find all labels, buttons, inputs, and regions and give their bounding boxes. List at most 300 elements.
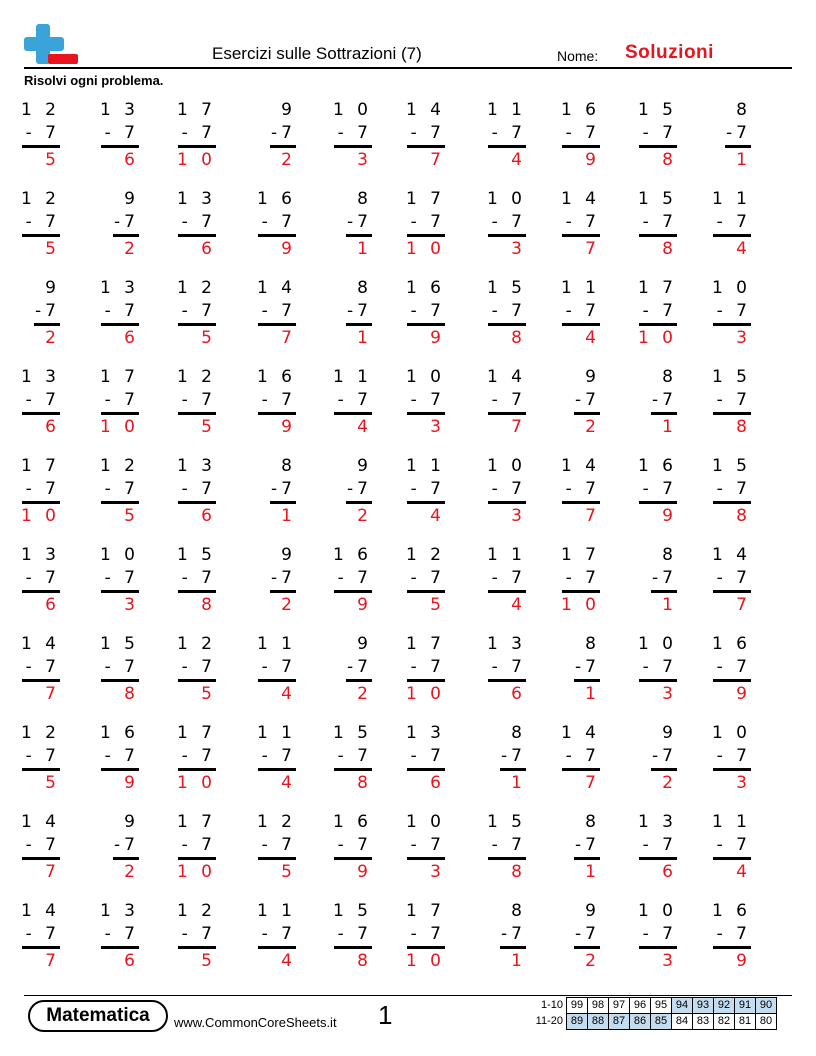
answer: 5 [201, 684, 216, 704]
problem [236, 634, 296, 714]
answer-line [346, 501, 372, 504]
minuend: 1 3 [20, 367, 60, 387]
minuend: 1 1 [711, 189, 751, 209]
subtrahend: - 7 [642, 835, 677, 855]
minuend: 1 7 [176, 100, 216, 120]
answer: 8 [662, 150, 677, 170]
subtrahend: - 7 [25, 568, 60, 588]
answer-line [500, 946, 526, 949]
subtrahend: -7 [501, 924, 526, 944]
answer: 1 0 [405, 684, 445, 704]
minuend: 1 3 [99, 901, 139, 921]
minuend: 1 4 [560, 189, 600, 209]
minuend: 1 0 [486, 189, 526, 209]
answer-line [407, 145, 445, 148]
minuend: 1 2 [405, 545, 445, 565]
problem [617, 901, 677, 981]
answer: 8 [511, 328, 526, 348]
subtrahend: - 7 [181, 924, 216, 944]
subtrahend: -7 [271, 568, 296, 588]
answer-line [101, 501, 139, 504]
minuend: 1 3 [99, 278, 139, 298]
problem [236, 901, 296, 981]
answer: 2 [585, 417, 600, 437]
minuend: 1 7 [176, 812, 216, 832]
minuend: 8 [585, 812, 600, 832]
subtrahend: - 7 [104, 123, 139, 143]
minuend: 1 7 [405, 901, 445, 921]
minuend: 1 5 [332, 901, 372, 921]
answer-line [725, 145, 751, 148]
answer: 4 [430, 506, 445, 526]
minuend: 1 4 [20, 634, 60, 654]
problem [0, 100, 60, 180]
score-cell: 85 [651, 1014, 672, 1030]
minuend: 9 [585, 367, 600, 387]
problem [156, 545, 216, 625]
subtrahend: -7 [347, 212, 372, 232]
subtrahend: - 7 [491, 835, 526, 855]
subtrahend: - 7 [642, 924, 677, 944]
problem [79, 367, 139, 447]
answer-line [334, 590, 372, 593]
answer: 7 [45, 951, 60, 971]
answer-line [562, 323, 600, 326]
answer: 7 [281, 328, 296, 348]
problem [466, 367, 526, 447]
minuend: 1 1 [332, 367, 372, 387]
answer-line [407, 768, 445, 771]
answer: 2 [281, 150, 296, 170]
score-cell: 90 [756, 998, 777, 1014]
subtrahend: - 7 [642, 657, 677, 677]
answer: 9 [357, 595, 372, 615]
answer-line [488, 323, 526, 326]
problem [617, 545, 677, 625]
answer-line [488, 679, 526, 682]
problem [0, 189, 60, 269]
answer: 3 [511, 506, 526, 526]
answer-line [258, 946, 296, 949]
answer: 7 [511, 417, 526, 437]
subtrahend: - 7 [25, 479, 60, 499]
problem [156, 634, 216, 714]
answer: 3 [662, 951, 677, 971]
score-cell: 89 [567, 1014, 588, 1030]
problem [617, 278, 677, 358]
minuend: 1 3 [405, 723, 445, 743]
minuend: 1 6 [405, 278, 445, 298]
subtrahend: - 7 [642, 212, 677, 232]
minuend: 1 4 [486, 367, 526, 387]
answer-line [488, 857, 526, 860]
subtrahend: -7 [726, 123, 751, 143]
answer: 5 [201, 417, 216, 437]
subtrahend: - 7 [410, 924, 445, 944]
problem [79, 100, 139, 180]
subtrahend: - 7 [25, 123, 60, 143]
subtrahend: - 7 [181, 568, 216, 588]
minuend: 8 [511, 901, 526, 921]
score-cell: 82 [714, 1014, 735, 1030]
page-number: 1 [378, 1000, 393, 1030]
minuend: 1 6 [256, 367, 296, 387]
answer-line [178, 501, 216, 504]
minuend: 8 [281, 456, 296, 476]
subtrahend: -7 [114, 835, 139, 855]
subtrahend: - 7 [565, 746, 600, 766]
problem [312, 634, 372, 714]
minuend: 1 1 [405, 456, 445, 476]
minuend: 1 7 [99, 367, 139, 387]
answer: 1 0 [637, 328, 677, 348]
answer: 4 [511, 150, 526, 170]
minuend: 9 [357, 456, 372, 476]
problem [0, 723, 60, 803]
answer-line [407, 946, 445, 949]
answer-line [101, 946, 139, 949]
subtrahend: - 7 [642, 479, 677, 499]
answer-line [488, 590, 526, 593]
problem [79, 723, 139, 803]
answer-line [258, 412, 296, 415]
answer-line [574, 946, 600, 949]
problem [156, 812, 216, 892]
answer-line [488, 501, 526, 504]
problem [540, 100, 600, 180]
answer: 9 [124, 773, 139, 793]
problem [540, 278, 600, 358]
minuend: 1 1 [486, 100, 526, 120]
subtrahend: - 7 [181, 835, 216, 855]
problem [312, 100, 372, 180]
answer-line [178, 857, 216, 860]
answer-line [101, 679, 139, 682]
answer: 3 [357, 150, 372, 170]
minuend: 9 [281, 545, 296, 565]
problem [385, 189, 445, 269]
answer: 8 [124, 684, 139, 704]
problem [0, 545, 60, 625]
answer-line [407, 501, 445, 504]
answer: 3 [511, 239, 526, 259]
problem [466, 278, 526, 358]
answer: 8 [736, 417, 751, 437]
problem [691, 100, 751, 180]
minuend: 1 0 [405, 812, 445, 832]
answer-line [258, 234, 296, 237]
answer-line [334, 857, 372, 860]
answer-line [178, 145, 216, 148]
minuend: 1 3 [99, 100, 139, 120]
answer: 7 [45, 862, 60, 882]
minuend: 8 [511, 723, 526, 743]
problem [385, 545, 445, 625]
problem [312, 901, 372, 981]
problem [540, 723, 600, 803]
minuend: 1 2 [256, 812, 296, 832]
problem [0, 456, 60, 536]
answer: 2 [45, 328, 60, 348]
score-cell: 92 [714, 998, 735, 1014]
answer: 1 0 [405, 239, 445, 259]
score-cell: 84 [672, 1014, 693, 1030]
answer-line [113, 234, 139, 237]
answer-line [713, 857, 751, 860]
problem [466, 812, 526, 892]
subtrahend: - 7 [565, 123, 600, 143]
minuend: 1 0 [486, 456, 526, 476]
subtrahend: - 7 [337, 568, 372, 588]
subtrahend: - 7 [181, 212, 216, 232]
answer: 1 0 [405, 951, 445, 971]
answer-line [574, 679, 600, 682]
minuend: 1 4 [20, 901, 60, 921]
footer-divider [24, 995, 792, 996]
answer-line [346, 234, 372, 237]
subtrahend: - 7 [716, 390, 751, 410]
answer-line [639, 323, 677, 326]
answer-line [101, 145, 139, 148]
subtrahend: - 7 [337, 924, 372, 944]
answer: 1 [662, 595, 677, 615]
problem [540, 545, 600, 625]
answer: 8 [511, 862, 526, 882]
score-cell: 83 [693, 1014, 714, 1030]
subtrahend: - 7 [104, 924, 139, 944]
minuend: 1 4 [560, 456, 600, 476]
problem [540, 901, 600, 981]
subtrahend: - 7 [181, 390, 216, 410]
score-cell: 96 [630, 998, 651, 1014]
minuend: 8 [357, 278, 372, 298]
minuend: 1 2 [99, 456, 139, 476]
answer-line [562, 590, 600, 593]
answer: 8 [201, 595, 216, 615]
answer-line [346, 679, 372, 682]
score-cell: 91 [735, 998, 756, 1014]
subtrahend: - 7 [491, 390, 526, 410]
problem [540, 189, 600, 269]
answer-line [713, 412, 751, 415]
subtrahend: - 7 [337, 746, 372, 766]
answer: 4 [511, 595, 526, 615]
score-cell: 80 [756, 1014, 777, 1030]
problem [312, 189, 372, 269]
minuend: 1 1 [256, 723, 296, 743]
name-value[interactable]: Soluzioni [625, 42, 714, 63]
minuend: 1 2 [20, 100, 60, 120]
subtrahend: - 7 [410, 212, 445, 232]
problem [236, 812, 296, 892]
minuend: 1 5 [486, 812, 526, 832]
brand-badge: Matematica [28, 1000, 168, 1032]
problem [691, 634, 751, 714]
answer: 6 [124, 951, 139, 971]
problem [385, 278, 445, 358]
answer-line [178, 590, 216, 593]
minuend: 1 0 [637, 634, 677, 654]
minuend: 1 2 [176, 278, 216, 298]
answer-line [639, 145, 677, 148]
minuend: 1 5 [711, 456, 751, 476]
answer: 2 [662, 773, 677, 793]
problem [617, 723, 677, 803]
answer: 1 [511, 951, 526, 971]
answer-line [258, 679, 296, 682]
minuend: 1 6 [332, 812, 372, 832]
subtrahend: - 7 [25, 390, 60, 410]
subtrahend: - 7 [716, 568, 751, 588]
subtrahend: - 7 [565, 301, 600, 321]
subtrahend: -7 [575, 390, 600, 410]
answer-line [488, 412, 526, 415]
answer-line [270, 590, 296, 593]
subtrahend: - 7 [716, 657, 751, 677]
score-cell: 93 [693, 998, 714, 1014]
answer-line [407, 412, 445, 415]
problem [691, 901, 751, 981]
answer-line [270, 145, 296, 148]
answer: 7 [736, 595, 751, 615]
minuend: 1 5 [332, 723, 372, 743]
answer-line [407, 234, 445, 237]
answer: 3 [430, 417, 445, 437]
answer: 9 [357, 862, 372, 882]
answer-line [334, 145, 372, 148]
minuend: 1 4 [256, 278, 296, 298]
problem [156, 367, 216, 447]
answer-line [258, 768, 296, 771]
problem [385, 367, 445, 447]
subtrahend: - 7 [261, 657, 296, 677]
answer: 5 [430, 595, 445, 615]
minuend: 1 5 [99, 634, 139, 654]
subtrahend: - 7 [716, 212, 751, 232]
answer-line [22, 590, 60, 593]
subtrahend: - 7 [261, 390, 296, 410]
answer-line [488, 145, 526, 148]
problem [466, 545, 526, 625]
answer: 6 [124, 150, 139, 170]
minuend: 1 3 [176, 456, 216, 476]
problem [691, 723, 751, 803]
problem [79, 456, 139, 536]
answer: 1 0 [560, 595, 600, 615]
answer-line [713, 768, 751, 771]
minuend: 8 [357, 189, 372, 209]
answer: 7 [585, 506, 600, 526]
site-url[interactable]: www.CommonCoreSheets.it [174, 1015, 337, 1030]
answer: 1 0 [20, 506, 60, 526]
answer-line [639, 946, 677, 949]
subtrahend: -7 [501, 746, 526, 766]
answer: 1 [736, 150, 751, 170]
score-cell: 87 [609, 1014, 630, 1030]
minuend: 1 6 [637, 456, 677, 476]
answer-line [334, 946, 372, 949]
subtrahend: - 7 [565, 479, 600, 499]
minuend: 1 5 [637, 189, 677, 209]
subtrahend: - 7 [261, 924, 296, 944]
problem [236, 367, 296, 447]
answer: 3 [430, 862, 445, 882]
answer: 3 [736, 328, 751, 348]
problem [312, 456, 372, 536]
answer: 8 [662, 239, 677, 259]
answer: 5 [45, 150, 60, 170]
answer-line [178, 412, 216, 415]
minuend: 1 6 [332, 545, 372, 565]
problem [466, 189, 526, 269]
subtrahend: - 7 [491, 479, 526, 499]
subtrahend: - 7 [410, 390, 445, 410]
minuend: 1 2 [20, 723, 60, 743]
minuend: 1 2 [176, 901, 216, 921]
answer-line [651, 768, 677, 771]
subtrahend: - 7 [565, 212, 600, 232]
answer-line [407, 323, 445, 326]
answer: 2 [281, 595, 296, 615]
minuend: 1 5 [711, 367, 751, 387]
subtrahend: - 7 [25, 835, 60, 855]
answer: 4 [281, 684, 296, 704]
answer-line [22, 946, 60, 949]
minuend: 1 0 [711, 278, 751, 298]
problem [236, 100, 296, 180]
problem [691, 278, 751, 358]
problem [617, 634, 677, 714]
answer-line [22, 857, 60, 860]
minuend: 1 4 [405, 100, 445, 120]
problem [540, 367, 600, 447]
problem [156, 189, 216, 269]
answer: 1 [357, 328, 372, 348]
subtrahend: -7 [575, 835, 600, 855]
problem [312, 545, 372, 625]
minuend: 1 7 [20, 456, 60, 476]
minuend: 1 6 [560, 100, 600, 120]
minuend: 1 7 [176, 723, 216, 743]
subtrahend: - 7 [181, 479, 216, 499]
answer-line [258, 857, 296, 860]
problem [0, 634, 60, 714]
subtrahend: -7 [652, 746, 677, 766]
minuend: 8 [662, 545, 677, 565]
problem [0, 901, 60, 981]
answer-line [562, 768, 600, 771]
answer: 5 [45, 239, 60, 259]
subtrahend: - 7 [25, 212, 60, 232]
answer: 4 [585, 328, 600, 348]
answer: 7 [585, 239, 600, 259]
answer-line [101, 768, 139, 771]
answer: 5 [45, 773, 60, 793]
problem [691, 367, 751, 447]
problem [79, 901, 139, 981]
problem [312, 723, 372, 803]
answer: 4 [357, 417, 372, 437]
score-row [527, 1014, 777, 1030]
score-cell: 81 [735, 1014, 756, 1030]
answer-line [113, 857, 139, 860]
score-cell: 99 [567, 998, 588, 1014]
answer: 5 [201, 328, 216, 348]
subtrahend: - 7 [716, 835, 751, 855]
answer-line [22, 679, 60, 682]
answer-line [562, 234, 600, 237]
subtrahend: - 7 [410, 568, 445, 588]
